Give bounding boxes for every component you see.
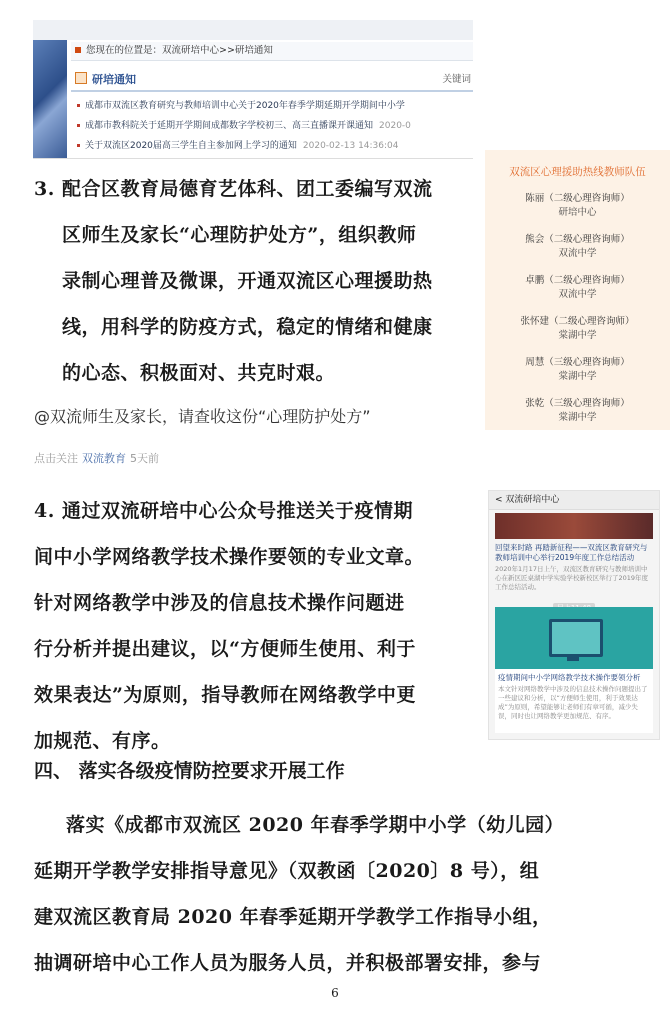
hotline-person — [485, 356, 670, 384]
item3-line: 线，用科学的防疫方式，稳定的情绪和健康 — [62, 316, 433, 338]
wechat-header[interactable]: < 双流研培中心 — [489, 491, 659, 510]
hotline-person — [485, 315, 670, 343]
person-org: 棠湖中学 — [558, 330, 597, 341]
section-title: 研培通知 — [92, 73, 136, 86]
item3-line: 录制心理普及微课，开通双流区心理援助热 — [62, 270, 433, 292]
bullet-icon — [77, 124, 80, 127]
website-screenshot — [33, 20, 473, 159]
account-name[interactable]: 双流教育 — [82, 452, 126, 465]
bullet-icon — [77, 104, 80, 107]
post1-image — [495, 513, 653, 539]
item3-line: 的心态、积极面对、共克时艰。 — [62, 362, 336, 384]
monitor-stand — [567, 655, 579, 661]
web-side-banner — [33, 40, 67, 158]
section-header — [71, 70, 473, 92]
breadcrumb-text: 您现在的位置是：双流研培中心>>研培通知 — [86, 45, 273, 56]
item4-line: 效果表达”为原则，指导教师在网络教学中更 — [34, 684, 416, 706]
news-date: 2020-0 — [379, 121, 411, 131]
person-org: 双流中学 — [558, 248, 597, 259]
post2-desc: 本文针对网络教学中涉及的信息技术操作问题提出了一些建议和分析，以“方便师生使用，利于效果达成”为原则，希望能够让老师们有章可循，减少失误，同时也让网络教学更加规范、有序。 — [498, 685, 648, 720]
person-org: 研培中心 — [558, 207, 597, 218]
closing-line: 建双流区教育局 2020 年春季延期开学教学工作指导小组， — [34, 906, 552, 928]
article-caption: @双流师生及家长，请查收这份“心理防护处方” — [34, 407, 371, 426]
hotline-person — [485, 192, 670, 220]
bullet-icon — [77, 144, 80, 147]
news-item[interactable] — [77, 98, 473, 111]
person-name: 卓鹏（二级心理咨询师） — [525, 275, 630, 286]
person-org: 双流中学 — [558, 289, 597, 300]
monitor-icon — [549, 619, 603, 657]
news-item[interactable] — [77, 138, 473, 151]
follow-bar — [34, 450, 159, 466]
news-item[interactable] — [77, 118, 473, 131]
post2-image — [495, 607, 653, 669]
post1-title[interactable]: 回望来时路 再踏新征程——双流区教育研究与教师培训中心举行2019年度工作总结活动 — [495, 543, 648, 562]
hotline-person — [485, 274, 670, 302]
item4-line: 行分析并提出建议，以“方便师生使用、利于 — [34, 638, 416, 660]
closing-line: 落实《成都市双流区 2020 年春季学期中小学（幼儿园） — [66, 814, 565, 836]
hotline-person — [485, 233, 670, 261]
item4-line: 间中小学网络教学技术操作要领的专业文章。 — [34, 546, 425, 568]
wechat-screenshot — [488, 490, 660, 740]
news-title[interactable]: 成都市教科院关于延期开学期间成都数字学校初三、高三直播课开课通知 — [85, 121, 374, 131]
person-org: 棠湖中学 — [558, 371, 597, 382]
hotline-title: 双流区心理援助热线教师队伍 — [509, 166, 646, 178]
news-title[interactable]: 成都市双流区教育研究与教师培训中心关于2020年春季学期延期开学期间中小学 — [85, 101, 405, 111]
item4-line: 加规范、有序。 — [34, 730, 171, 752]
hotline-card — [485, 150, 670, 430]
person-name: 周慧（三级心理咨询师） — [525, 357, 630, 368]
person-name: 陈丽（二级心理咨询师） — [525, 193, 630, 204]
person-name: 熊会（二级心理咨询师） — [525, 234, 630, 245]
item3-line: 区师生及家长“心理防护处方”，组织教师 — [62, 224, 417, 246]
closing-line: 抽调研培中心工作人员为服务人员，并积极部署安排，参与 — [34, 952, 542, 974]
hotline-person — [485, 397, 670, 425]
post2-card[interactable] — [495, 607, 653, 733]
section-heading: 四、 落实各级疫情防控要求开展工作 — [34, 760, 345, 782]
news-date: 2020-02-13 14:36:04 — [302, 141, 399, 151]
post2-title[interactable]: 疫情期间中小学网络教学技术操作要领分析 — [498, 673, 641, 682]
person-name: 张怀建（二级心理咨询师） — [520, 316, 635, 327]
item3-line: 3. 配合区教育局德育艺体科、团工委编写双流 — [34, 178, 433, 200]
post1-desc: 2020年1月17日上午，双流区教育研究与教师培训中心在新区匠桌湖中学实验学校新校区举行了2019年度工作总结活动。 — [495, 565, 649, 591]
keyword-label: 关键词 — [442, 74, 471, 85]
news-title[interactable]: 关于双流区2020届高三学生自主参加网上学习的通知 — [85, 141, 297, 151]
page-number: 6 — [331, 986, 339, 1000]
web-header-strip — [33, 20, 473, 40]
item4-line: 4. 通过双流研培中心公众号推送关于疫情期 — [34, 500, 413, 522]
notice-icon — [75, 72, 87, 84]
bullet-icon — [75, 47, 81, 53]
follow-link[interactable]: 点击关注 — [34, 452, 78, 465]
item4-line: 针对网络教学中涉及的信息技术操作问题进 — [34, 592, 405, 614]
breadcrumb — [71, 42, 473, 61]
post-time: 5天前 — [130, 452, 159, 465]
person-org: 棠湖中学 — [558, 412, 597, 423]
closing-line: 延期开学教学安排指导意见》（双教函〔2020〕8 号），组 — [34, 860, 540, 882]
person-name: 张乾（三级心理咨询师） — [525, 398, 630, 409]
